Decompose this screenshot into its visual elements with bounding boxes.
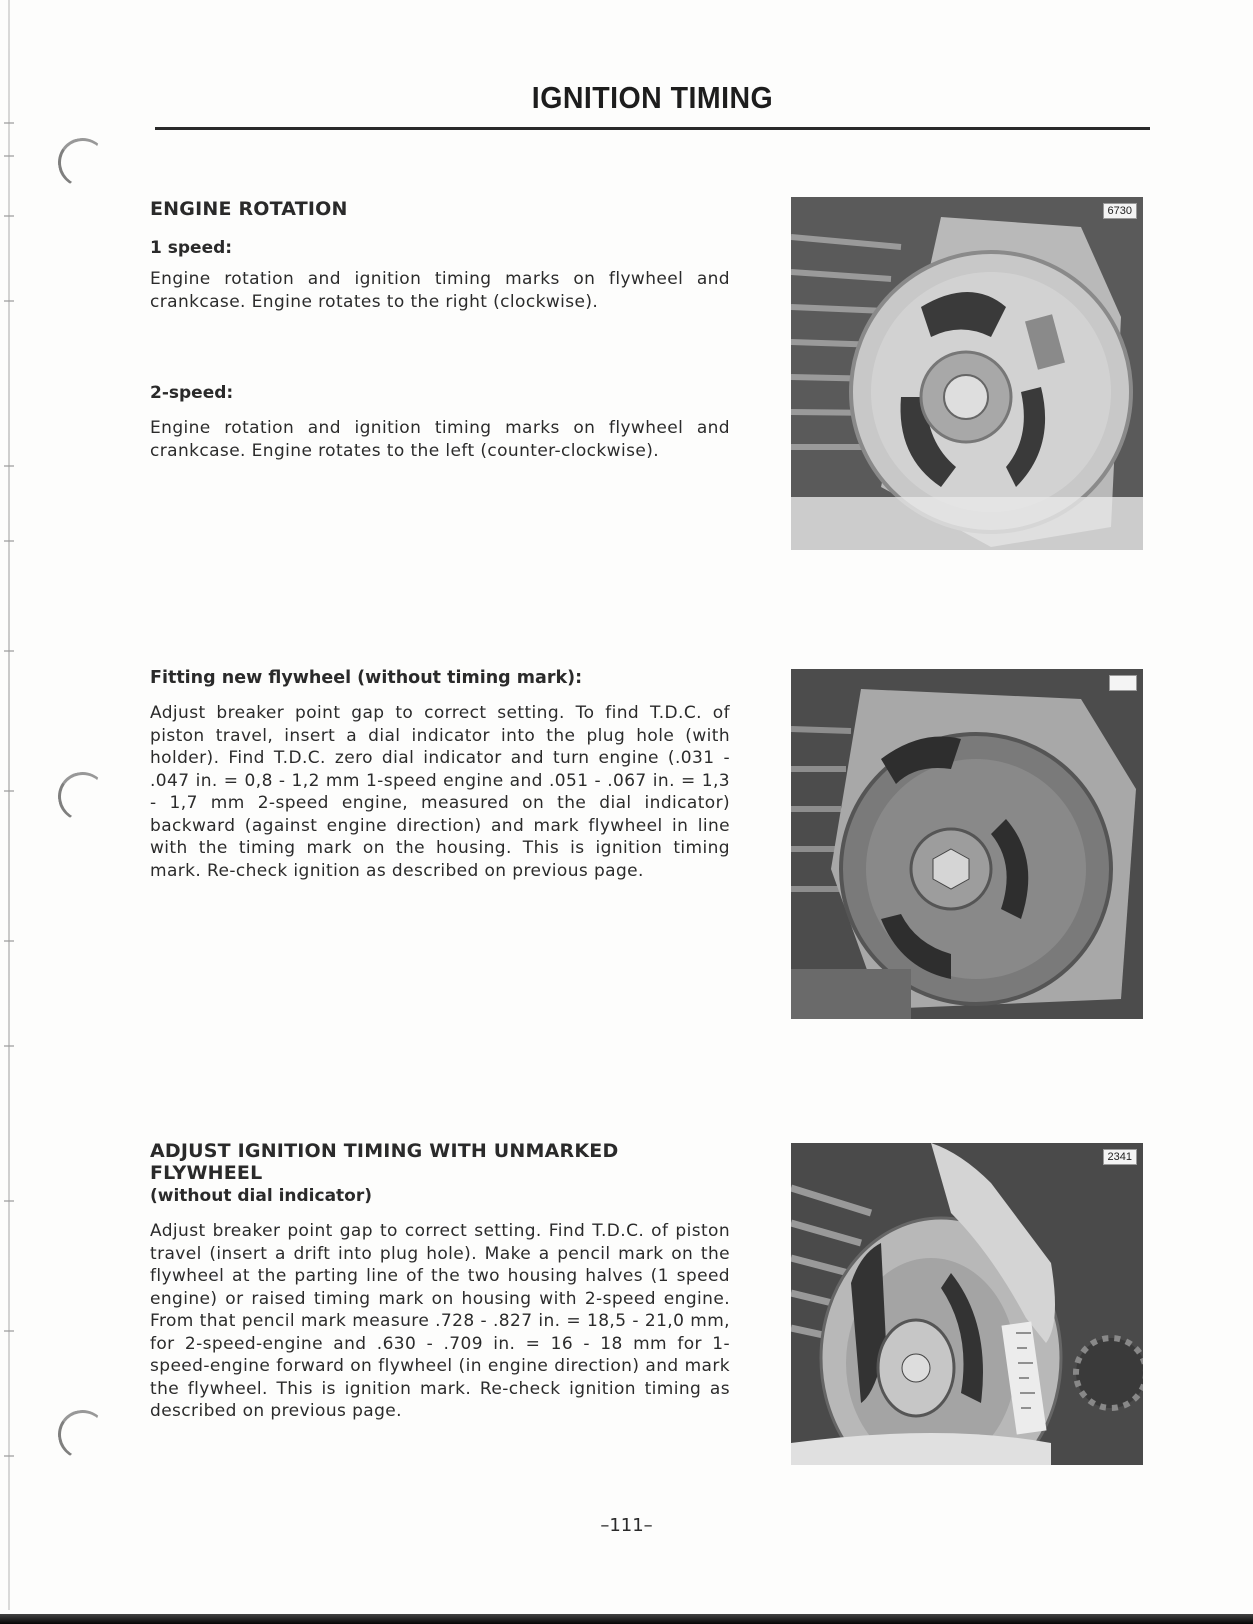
- binder-hole: [54, 134, 111, 191]
- paragraph-2-speed: Engine rotation and ignition timing marks on flywheel and crankcase. Engine rotates to the left (counter-clockwise).: [150, 418, 730, 461]
- margin-tick: [4, 155, 14, 157]
- margin-tick: [4, 540, 14, 542]
- margin-tick: [4, 122, 14, 124]
- margin-tick: [4, 940, 14, 942]
- section-fitting-new-flywheel: [150, 668, 730, 882]
- binder-hole: [54, 1406, 111, 1463]
- figure-flywheel-measuring: [791, 1143, 1143, 1465]
- section-engine-rotation: [150, 198, 730, 462]
- section-adjust-ignition-timing: [150, 1140, 730, 1423]
- figure-flywheel-cover: [791, 197, 1143, 550]
- binder-hole: [54, 768, 111, 825]
- page-title: IGNITION TIMING: [531, 80, 774, 115]
- figure-flywheel-timing-marks: [791, 669, 1143, 1019]
- flywheel-measuring-photo-icon: [791, 1143, 1143, 1465]
- margin-tick: [4, 650, 14, 652]
- margin-tick: [4, 300, 14, 302]
- paragraph-fitting-flywheel: Adjust breaker point gap to correct setting. To find T.D.C. of piston travel, insert a dial indicator into the plug hole (with holder). Find T.D.C. zero dial indicator and turn engine (.031 - .047 in. = 0,8 - 1,2 mm 1-speed engine and .051 - .067 in. = 1,3 - 1,7 mm 2-speed engine, measured on the dial indicator) backward (against engine direction) and mark flywheel in line with the timing mark on the housing. This is ignition timing mark. Re-check ignition as described on previous page.: [150, 703, 730, 881]
- figure-number-label: [1109, 675, 1137, 691]
- margin-tick: [4, 1455, 14, 1457]
- paragraph-1-speed: Engine rotation and ignition timing marks on flywheel and crankcase. Engine rotates to the right (clockwise).: [150, 269, 730, 312]
- margin-tick: [4, 1045, 14, 1047]
- scan-edge: [8, 0, 10, 1610]
- section-subheading: (without dial indicator): [150, 1186, 373, 1206]
- flywheel-cover-photo-icon: [791, 197, 1143, 550]
- title-rule: [155, 127, 1150, 130]
- page-number: –111–: [600, 1515, 653, 1536]
- subheading-1-speed: 1 speed:: [150, 238, 233, 258]
- section-heading: Fitting new flywheel (without timing mark):: [150, 668, 583, 688]
- margin-tick: [4, 1200, 14, 1202]
- margin-tick: [4, 1330, 14, 1332]
- section-heading: ADJUST IGNITION TIMING WITH UNMARKED FLYWHEEL: [150, 1140, 619, 1184]
- subheading-2-speed: 2-speed:: [150, 383, 234, 403]
- figure-number-label: 2341: [1103, 1149, 1137, 1165]
- scan-bottom-edge: [0, 1614, 1253, 1624]
- margin-tick: [4, 215, 14, 217]
- margin-tick: [4, 465, 14, 467]
- section-heading: ENGINE ROTATION: [150, 198, 348, 220]
- figure-number-label: 6730: [1103, 203, 1137, 219]
- margin-tick: [4, 790, 14, 792]
- flywheel-timing-photo-icon: [791, 669, 1143, 1019]
- paragraph-adjust-timing: Adjust breaker point gap to correct setting. Find T.D.C. of piston travel (insert a drift into plug hole). Make a pencil mark on the flywheel at the parting line of the two housing halves (1 speed engine) or raised timing mark on housing with 2-speed engine. From that pencil mark measure .728 - .827 in. = 18,5 - 21,0 mm, for 2-speed-engine and .630 - .709 in. = 16 - 18 mm for 1-speed-engine forward on flywheel (in engine direction) and mark the flywheel. This is ignition mark. Re-check ignition timing as described on previous page.: [150, 1221, 730, 1421]
